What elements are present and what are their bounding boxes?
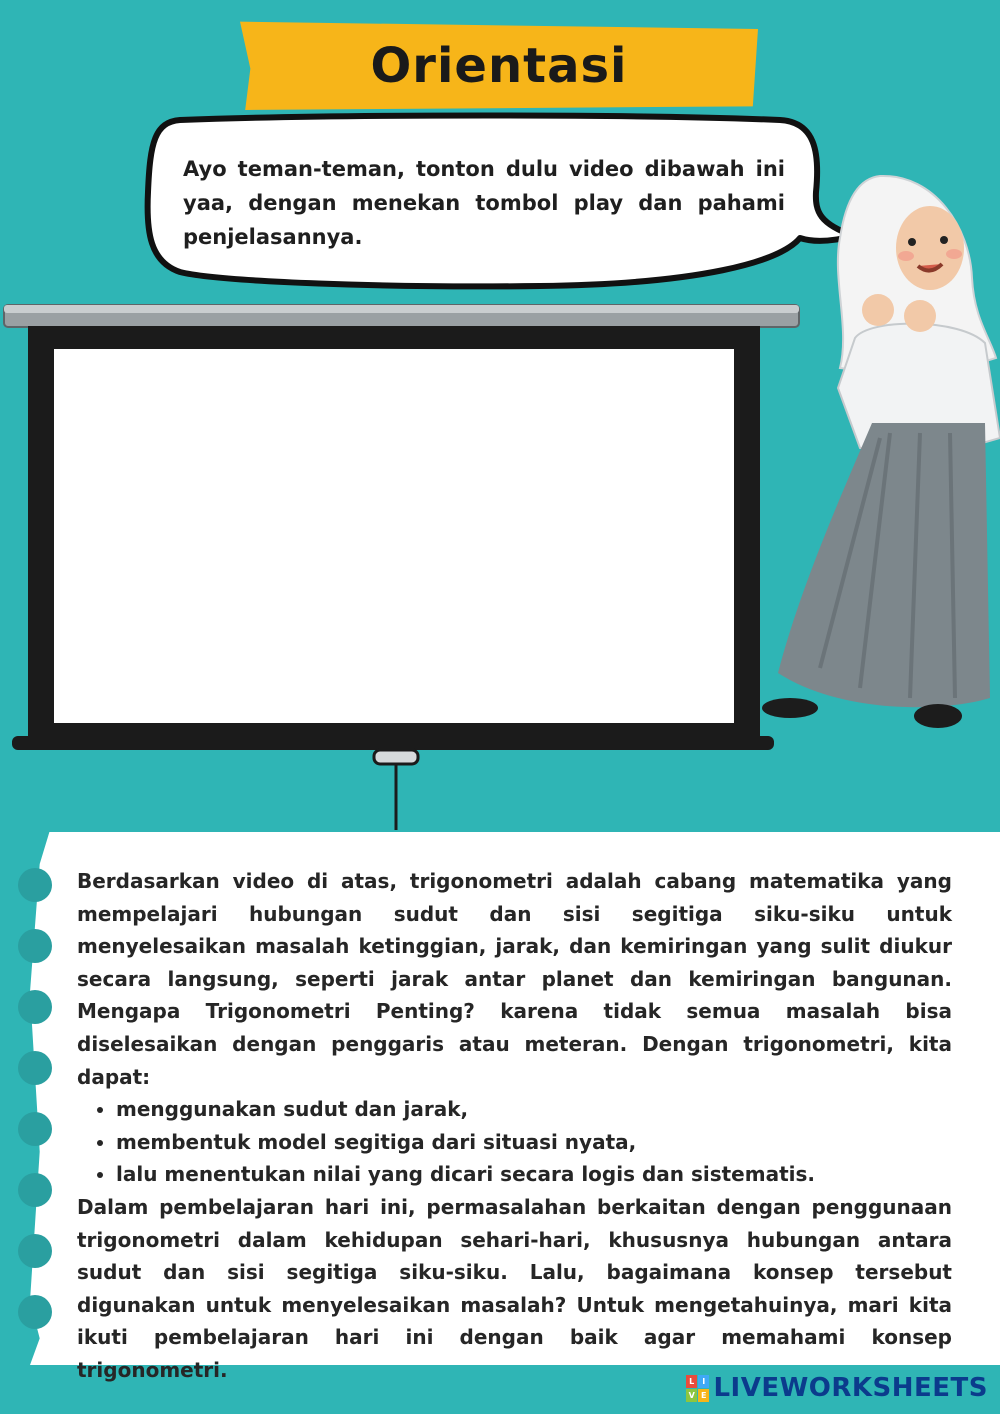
explanation-text	[77, 865, 952, 1387]
bubble-text: Ayo teman-teman, tonton dulu video dibawah ini yaa, dengan menekan tombol play dan pahami penjelasannya.	[183, 157, 785, 249]
list-item: • menggunakan sudut dan jarak,	[116, 1093, 952, 1126]
paper-hole	[18, 1051, 52, 1085]
liveworksheets-watermark	[686, 1373, 988, 1403]
paper-hole	[18, 1173, 52, 1207]
paper-hole	[18, 1112, 52, 1146]
paper-hole	[18, 990, 52, 1024]
paper-hole	[18, 868, 52, 902]
paragraph-closing: Dalam pembelajaran hari ini, permasalahan berkaitan dengan penggunaan trigonometri dalam kehidupan sehari-hari, khususnya hubungan antara sudut dan sisi segitiga siku-siku. Lalu, bagaimana konsep tersebut digunakan untuk menyelesaikan masalah? Untuk mengetahuinya, mari kita ikuti pembelajaran hari ini dengan baik agar memahami konsep trigonometri.	[77, 1194, 952, 1382]
paper-hole	[18, 1295, 52, 1329]
student-illustration	[760, 168, 1000, 748]
bullet-list	[77, 1093, 952, 1191]
list-item: • lalu menentukan nilai yang dicari secara logis dan sistematis.	[116, 1158, 952, 1191]
liveworksheets-logo-icon: L I V E	[686, 1375, 709, 1402]
list-item: • membentuk model segitiga dari situasi nyata,	[116, 1126, 952, 1159]
video-player-area[interactable]	[54, 349, 734, 723]
page-title: Orientasi	[370, 38, 628, 94]
paper-hole	[18, 929, 52, 963]
watermark-text: LIVEWORKSHEETS	[713, 1373, 988, 1403]
paragraph-intro: Berdasarkan video di atas, trigonometri adalah cabang matematika yang mempelajari hubungan sudut dan sisi segitiga siku-siku untuk menyelesaikan masalah ketinggian, jarak, dan kemiringan yang sulit diukur secara langsung, seperti jarak antar planet dan kemiringan bangunan. Mengapa Trigonometri Penting? karena tidak semua masalah bisa diselesaikan dengan penggaris atau meteran. Dengan trigonometri, kita dapat:	[77, 869, 952, 1089]
paper-hole	[18, 1234, 52, 1268]
